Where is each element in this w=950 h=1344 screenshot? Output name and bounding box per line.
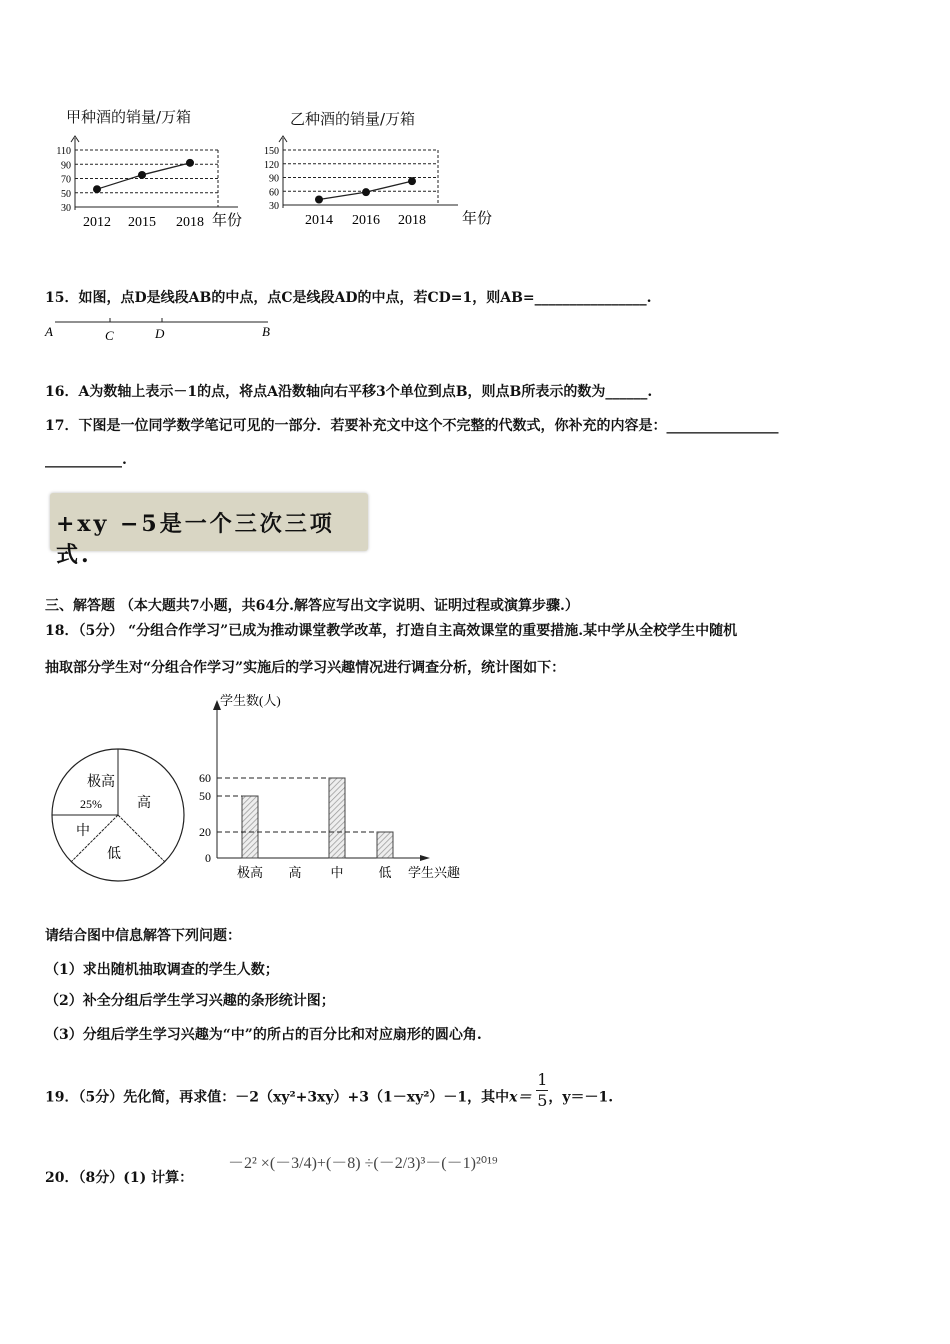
data-point [138, 171, 146, 179]
notebook-image [50, 493, 368, 568]
point-c: C [105, 328, 114, 342]
y-tick-label: 150 [264, 146, 279, 157]
line-charts [0, 0, 950, 250]
y-tick-label: 90 [269, 173, 279, 185]
q18-charts [40, 690, 480, 900]
bar-category-label: 极高 [236, 865, 264, 880]
data-point [315, 196, 323, 204]
y-tick-label: 70 [61, 174, 71, 186]
q19-line [45, 1070, 614, 1111]
q18-sub2: （2）补全分组后学生学习兴趣的条形统计图； [45, 993, 335, 1009]
segment-figure [40, 312, 280, 342]
x-axis-label: 年份 [462, 211, 493, 227]
section-heading: 三、解答题 （本大题共7小题，共64分.解答应写出文字说明、证明过程或演算步骤.） [45, 598, 579, 614]
x-tick-label: 2018 [398, 213, 426, 228]
bar-category-label: 高 [288, 865, 302, 880]
note-text: +xy −5是一个三次三项式. [56, 511, 335, 568]
x-tick-label: 2012 [83, 215, 111, 230]
q18-sub3: （3）分组后学生学习兴趣为“中”的所占的百分比和对应扇形的圆心角. [45, 1027, 482, 1043]
y-tick-label: 30 [269, 201, 279, 212]
bar-y-tick: 0 [205, 851, 211, 865]
y-tick-label: 60 [269, 187, 279, 199]
denominator: 5 [537, 1091, 548, 1110]
data-point [186, 159, 194, 167]
pie-label: 高 [137, 796, 151, 811]
q19-prefix: 19．（5分）先化简，再求值： [45, 1089, 236, 1106]
bar-y-tick: 60 [199, 771, 211, 785]
y-tick-label: 110 [56, 146, 71, 157]
data-point [93, 185, 101, 193]
q18-prompt: 请结合图中信息解答下列问题： [45, 928, 241, 944]
q18-line1: 18．（5分） “分组合作学习”已成为推动课堂教学改革，打造自主高效课堂的重要措施.某中学从全校学生中随机 [45, 623, 738, 639]
fraction [536, 1070, 548, 1111]
data-point [362, 188, 370, 196]
bar-x-arrow [420, 855, 430, 861]
point-d: D [155, 326, 165, 341]
bar [377, 832, 393, 858]
x-axis-label: 年份 [212, 213, 243, 229]
x-tick-label: 2015 [128, 215, 156, 230]
data-point [408, 177, 416, 185]
chart-title-yi: 乙种酒的销量/万箱 [290, 110, 416, 128]
q19-x: x＝ [509, 1089, 532, 1106]
bar-category-label: 低 [378, 865, 392, 880]
x-tick-label: 2018 [176, 215, 204, 230]
pie-label: 低 [107, 847, 121, 862]
y-tick-label: 120 [264, 159, 279, 171]
x-tick-label: 2016 [352, 213, 380, 228]
pie-percent: 25% [80, 797, 102, 811]
pie-label: 中 [76, 824, 90, 839]
bar-category-label: 中 [330, 865, 344, 880]
q15-text: 15．如图，点D是线段AB的中点，点C是线段AD的中点，若CD=1，则AB=________________. [45, 290, 652, 306]
q18-line2: 抽取部分学生对“分组合作学习”实施后的学习兴趣情况进行调查分析，统计图如下： [45, 660, 566, 676]
bar-y-tick: 50 [199, 789, 211, 803]
q18-sub1: （1）求出随机抽取调查的学生人数； [45, 962, 279, 978]
q20-expression: －2² ×(－3/4)+(－8) ÷(－2/3)³－(－1)²⁰¹⁹ [228, 1155, 498, 1172]
bar-y-label: 学生数(人) [220, 693, 281, 708]
numerator: 1 [537, 1070, 548, 1089]
bar [242, 796, 258, 858]
q17-text2: ___________. [45, 452, 127, 468]
y-tick-label: 90 [61, 160, 71, 172]
bar [329, 778, 345, 858]
q19-expr: －2（xy²+3xy）+3（1－xy²）－1，其中 [235, 1089, 510, 1106]
point-a: A [45, 324, 53, 339]
x-tick-label: 2014 [305, 213, 333, 228]
bar-y-tick: 20 [199, 825, 211, 839]
q16-text: 16．A为数轴上表示－1的点，将点A沿数轴向右平移3个单位到点B，则点B所表示的数为______. [45, 384, 653, 400]
q19-y: ，y＝－1. [548, 1089, 614, 1106]
q17-text: 17．下图是一位同学数学笔记可见的一部分．若要补充文中这个不完整的代数式，你补充的内容是：________________ [45, 418, 779, 434]
chart-title-jia: 甲种酒的销量/万箱 [66, 108, 192, 126]
q20-prefix: 20．（8分）(1) 计算： [45, 1170, 194, 1186]
y-tick-label: 30 [61, 203, 71, 214]
y-tick-label: 50 [61, 188, 71, 200]
pie-label: 极高 [87, 775, 115, 790]
bar-x-label: 学生兴趣 [408, 865, 461, 880]
point-b: B [262, 324, 270, 339]
